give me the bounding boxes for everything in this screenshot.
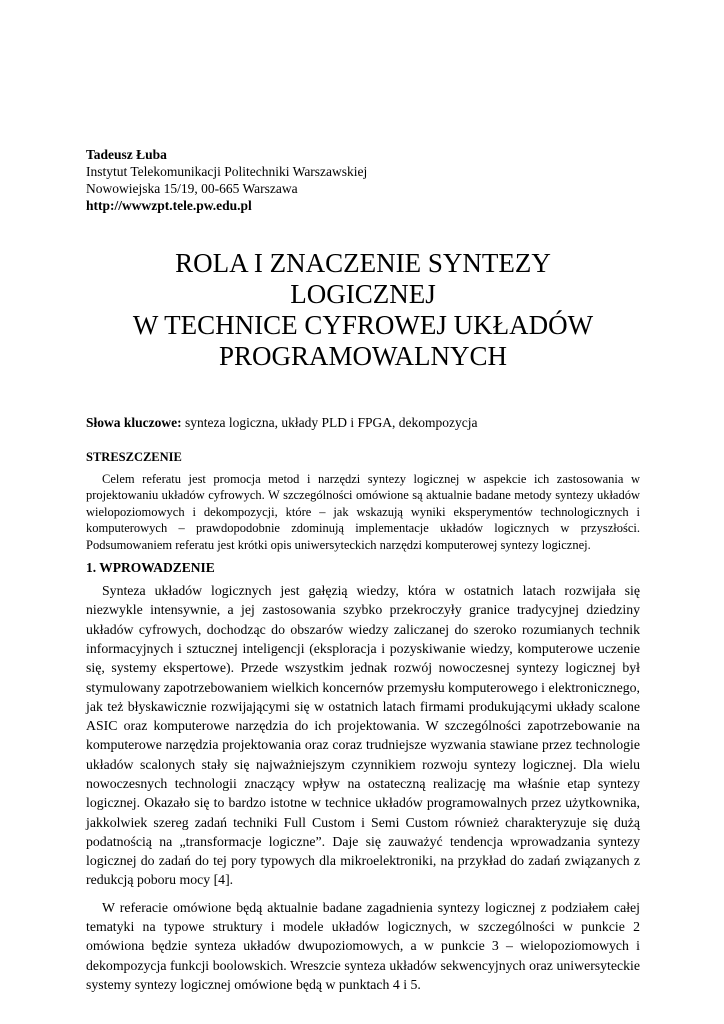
paragraph: Synteza układów logicznych jest gałęzią wiedzy, która w ostatnich latach rozwijała się niezwykle intensywnie, a jej zastosowania szybko przekroczyły granice tradycyjnej dziedziny układów cyfrowych, dochodząc do obszarów wiedzy zaliczanej do szeroko rozumianych technik informacyjnych i sztucznej inteligencji (eksploracja i pozyskiwanie wiedzy, komputerowe uczenie się, systemy ekspertowe). Przede wszystkim jednak rozwój nowoczesnej syntezy logicznej był stymulowany zapotrzebowaniem wielkich koncernów przemysłu komputerowego i elektronicznego, jak też błyskawicznie rozwijającymi się w ostatnich latach firmami produkującymi układy scalone ASIC oraz komputerowe narzędzia do ich projektowania. W szczególności zapotrzebowanie na komputerowe narzędzia projektowania oraz coraz trudniejsze wyzwania stawiane przez technologie układów scalonych stały się najważniejszym czynnikiem rozwoju syntezy logicznej. Dla wielu nowoczesnych technologii znaczący wpływ na ostateczną realizację ma właśnie etap syntezy logicznej. Okazało się to bardzo istotne w technice układów programowalnych przez użytkownika, jakkolwiek szereg zadań techniki Full Custom i Semi Custom również charakteryzuje się dużą podatnością na „transformacje logiczne”. Daje się zauważyć tendencja wprowadzania syntezy logicznej do zadań do tej pory typowych dla mikroelektroniki, na przykład do zadań związanych z redukcją poboru mocy [4]. bbox=[86, 583, 641, 888]
paper-page bbox=[86, 146, 640, 994]
author-url: http://wwwzpt.tele.pw.edu.pl bbox=[86, 198, 252, 213]
keywords bbox=[86, 414, 640, 431]
keywords-text: synteza logiczna, układy PLD i FPGA, dekompozycja bbox=[181, 415, 478, 430]
paragraph: W referacie omówione będą aktualnie badane zagadnienia syntezy logicznej z podziałem całej tematyki na typowe struktury i modele układów logicznych, w szczególności w punkcie 2 omówiona będzie synteza układów dwupoziomowych, a w punkcie 3 – wielopoziomowych i dekompozycja funkcji boolowskich. Wreszcie synteza układów sekwencyjnych oraz uniwersyteckie systemy syntezy logicznej omówione będą w punktach 4 i 5. bbox=[86, 899, 640, 992]
abstract-text: Celem referatu jest promocja metod i narzędzi syntezy logicznej w aspekcie ich zastosowania w projektowaniu układów cyfrowych. W szczególności omówione są aktualnie badane metody syntezy układów wielopoziomowych i dekompozycji, które – jak wskazują wyniki eksperymentów technologicznych i komputerowych – prawdopodobnie zdominują implementacje układów logicznych w przyszłości. Podsumowaniem referatu jest krótki opis uniwersyteckich narzędzi komputerowej syntezy logicznej. bbox=[86, 472, 640, 552]
keywords-label: Słowa kluczowe: bbox=[86, 415, 182, 430]
title-line-4: PROGRAMOWALNYCH bbox=[218, 341, 508, 371]
author-block bbox=[86, 146, 640, 214]
author-name: Tadeusz Łuba bbox=[86, 147, 167, 162]
title-line-3: W TECHNICE CYFROWEJ UKŁADÓW bbox=[132, 310, 594, 340]
paper-title bbox=[86, 248, 640, 372]
section-heading-introduction: 1. WPROWADZENIE bbox=[86, 560, 215, 576]
abstract-heading: STRESZCZENIE bbox=[86, 450, 182, 464]
title-line-2: LOGICZNEJ bbox=[290, 279, 436, 309]
title-line-1: ROLA I ZNACZENIE SYNTEZY bbox=[175, 248, 551, 278]
author-address: Nowowiejska 15/19, 00-665 Warszawa bbox=[86, 181, 298, 196]
author-institute: Instytut Telekomunikacji Politechniki Warszawskiej bbox=[86, 164, 368, 179]
